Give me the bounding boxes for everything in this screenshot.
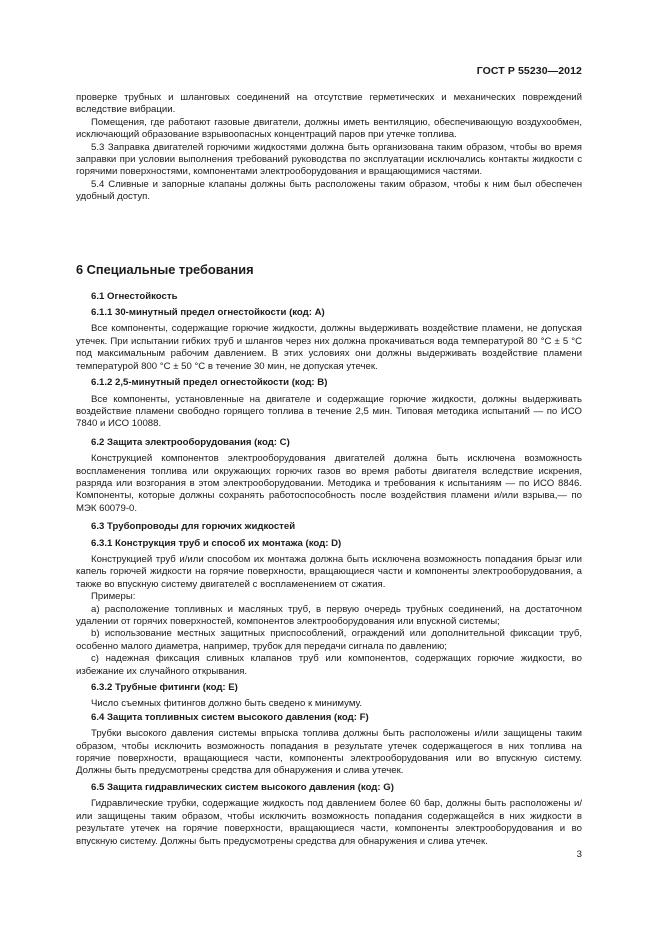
paragraph: Все компоненты, содержащие горючие жидкости, должны выдерживать воздействие пламени, не допуская утечек. При испытании гибких труб и шлангов через них должна прокачиваться вода температурой 80 °C ± 5 °C под максимальным рабочим давлением. В этих условиях они должны выдерживать воздействие пламени температурой 800 °C ± 50 °C в течение 30 мин, не допуская утечек. — [76, 323, 582, 372]
subsection-heading: 6.1.1 30-минутный предел огнестойкости (код: A) — [91, 307, 325, 319]
subsection-heading: 6.1 Огнестойкость — [91, 290, 178, 302]
subsection-heading: 6.3.2 Трубные фитинги (код: E) — [91, 682, 238, 694]
subsection-heading: 6.3 Трубопроводы для горючих жидкостей — [91, 521, 296, 533]
paragraph: Конструкцией труб и/или способом их монтажа должна быть исключена возможность попадания брызг или капель горючей жидкости на горячие поверхности, вращающиеся части и компоненты электрооборудования, а также во впускную систему двигателей с воспламенением от сжатия. — [76, 553, 582, 590]
list-item: a) расположение топливных и масляных труб, в первую очередь трубных соединений, на достаточном удалении от горячих поверхностей, компонентов электрооборудования или впускной системы; — [76, 603, 582, 627]
list-item: b) использование местных защитных приспособлений, ограждений или дополнительной фиксации труб, особенно малого диаметра, например, трубок для передачи сигнала по давлению; — [76, 628, 582, 652]
paragraph: Примеры: — [91, 591, 136, 603]
subsection-heading: 6.1.2 2,5-минутный предел огнестойкости (код: B) — [91, 377, 328, 389]
document-header: ГОСТ Р 55230—2012 — [476, 65, 582, 77]
list-item: c) надежная фиксация сливных клапанов труб или компонентов, содержащих горючие жидкости, во избежание их случайного открывания. — [76, 653, 582, 677]
page-number: 3 — [576, 849, 582, 860]
subsection-heading: 6.2 Защита электрооборудования (код: C) — [91, 436, 290, 448]
paragraph: Помещения, где работают газовые двигатели, должны иметь вентиляцию, обеспечивающую воздухообмен, исключающий образование взрывоопасных концентраций паров при утечке топлива. — [76, 116, 582, 141]
paragraph: Конструкцией компонентов электрооборудования двигателей должна быть исключена возможность воспламенения топлива или окружающих горючих газов во время работы двигателя вследствие искрения, разряда или возгорания в этом электрооборудовании. Методика и требования к испытаниям — по ИСО 8846. Компоненты, которые должны сохранять работоспособность после воздействия пламени и/или взрыва,— по МЭК 60079-0. — [76, 453, 582, 514]
paragraph: 5.4 Сливные и запорные клапаны должны быть расположены таким образом, чтобы к ним был обеспечен удобный доступ. — [76, 178, 582, 203]
paragraph: Число съемных фитингов должно быть сведено к минимуму. — [91, 698, 363, 710]
paragraph: 5.3 Заправка двигателей горючими жидкостями должна быть организована таким образом, чтобы во время заправки при условии выполнения требований руководства по эксплуатации исключались контакты жидкости с горячими поверхностями, компонентами электрооборудования и вращающимися частями. — [76, 141, 582, 178]
paragraph: Трубки высокого давления системы впрыска топлива должны быть расположены и/или защищены таким образом, чтобы исключить возможность попадания в результате утечек содержащегося в них топлива на горячие поверхности, вращающиеся части, компоненты электрооборудования или во впускную систему. Должны быть предусмотрены средства для обнаружения и слива утечек. — [76, 728, 582, 777]
section-heading: 6 Специальные требования — [76, 261, 254, 277]
subsection-heading: 6.3.1 Конструкция труб и способ их монтажа (код: D) — [91, 537, 342, 549]
paragraph: проверке трубных и шланговых соединений на отсутствие герметических и механических повреждений вследствие вибрации. — [76, 92, 582, 116]
page-content — [76, 92, 582, 848]
paragraph: Все компоненты, установленные на двигателе и содержащие горючие жидкости, должны выдерживать воздействие пламени свободно горящего топлива в течение 2,5 мин. Типовая методика испытаний — по ИСО 7840 и ИСО 10088. — [76, 393, 582, 430]
paragraph: Гидравлические трубки, содержащие жидкость под давлением более 60 бар, должны быть расположены и/или защищены таким образом, чтобы исключить возможность попадания содержащейся в них жидкости в результате утечек на горячие поверхности, вращающиеся части, компоненты электрооборудования и во впускную систему. Должны быть предусмотрены средства для обнаружения и слива утечек. — [76, 798, 582, 847]
subsection-heading: 6.4 Защита топливных систем высокого давления (код: F) — [91, 711, 369, 723]
subsection-heading: 6.5 Защита гидравлических систем высокого давления (код: G) — [91, 781, 394, 793]
